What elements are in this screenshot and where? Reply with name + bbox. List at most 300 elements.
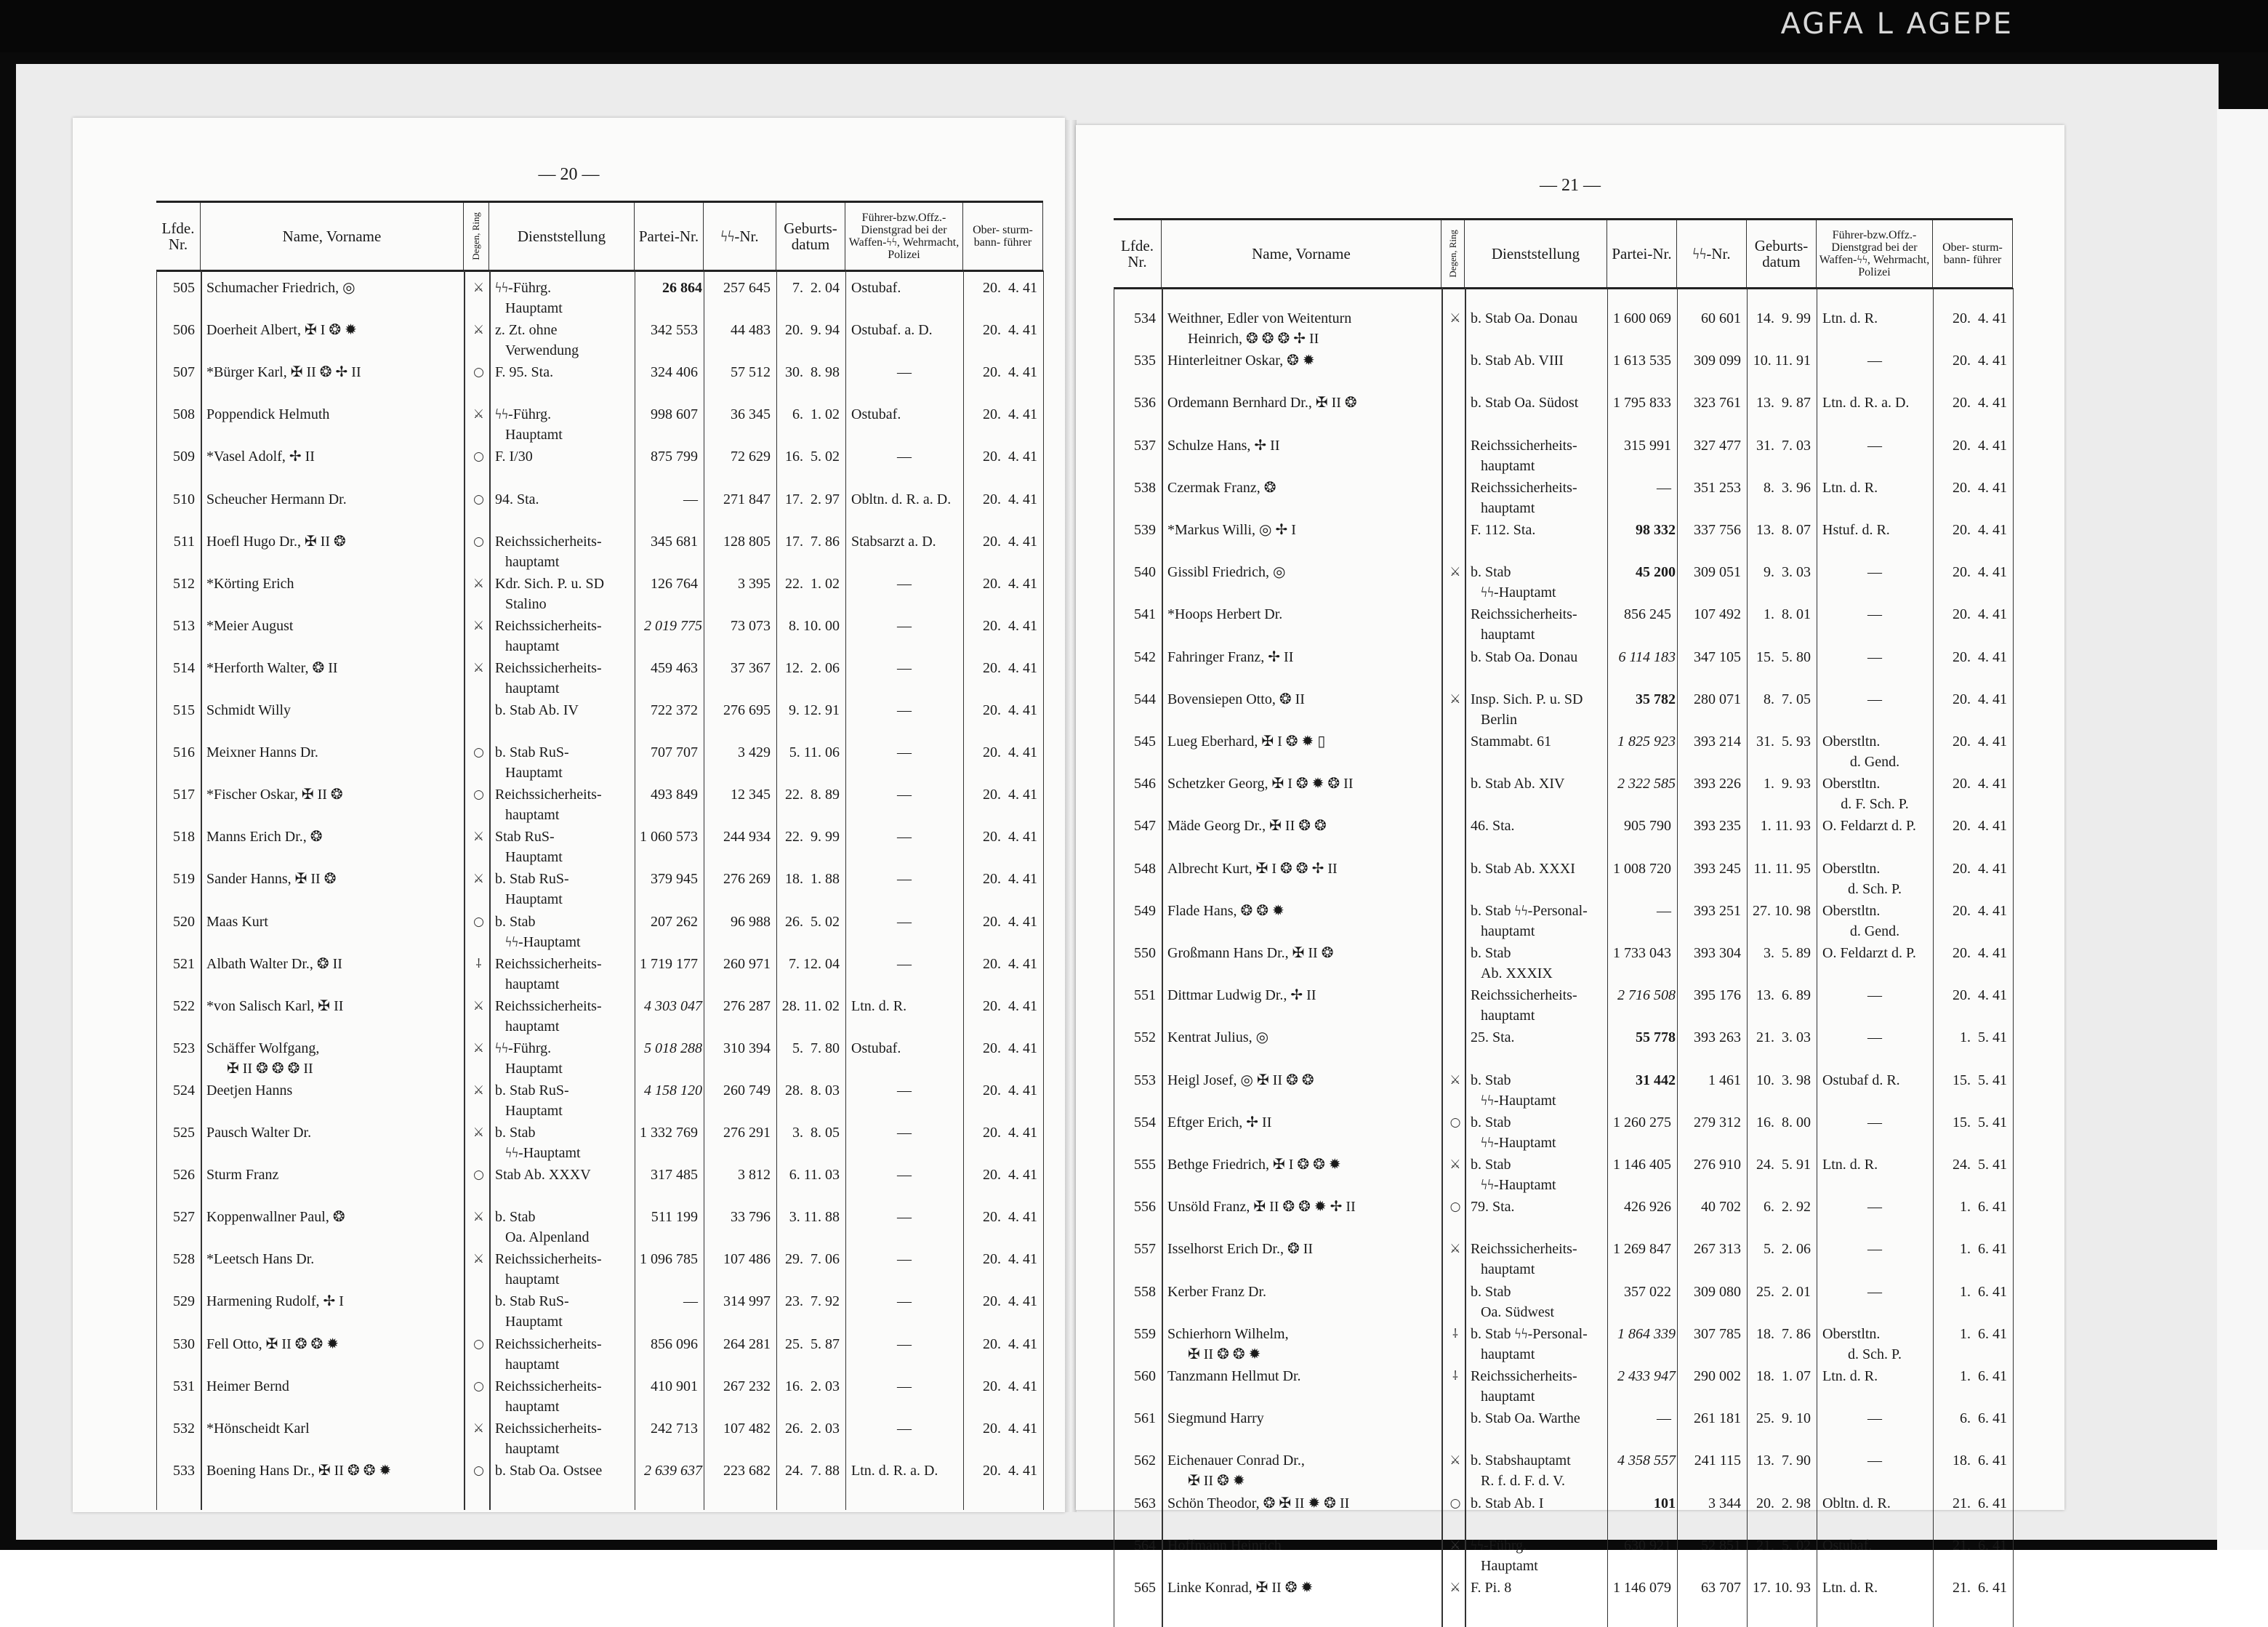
cell-geb: 20. 2. 98 bbox=[1756, 1495, 1811, 1511]
column-header-label: Führer-bzw.Offz.-Dienstgrad bei der Waffen-ϟϟ, Wehrmacht, Polizei bbox=[848, 212, 960, 261]
table-row bbox=[156, 1249, 1043, 1291]
column-header-ss bbox=[1677, 220, 1747, 287]
cell-nr: 561 bbox=[1134, 1410, 1156, 1427]
cell-geb: 25. 2. 01 bbox=[1756, 1283, 1811, 1300]
cell-partei: 2 716 508 bbox=[1617, 987, 1676, 1004]
cell-dienst: 25. Sta. bbox=[1471, 1029, 1515, 1046]
cell-nr: 547 bbox=[1134, 818, 1156, 835]
cell-ss: 264 281 bbox=[723, 1335, 771, 1352]
cell-geb: 13. 8. 07 bbox=[1756, 522, 1811, 538]
column-header-degen bbox=[464, 203, 489, 270]
cell-ober: 20. 4. 41 bbox=[983, 1082, 1037, 1098]
cell-dienst-line2: hauptamt bbox=[505, 638, 560, 654]
cell-degen: ○ bbox=[473, 491, 484, 507]
cell-degen: ○ bbox=[473, 1463, 484, 1478]
cell-partei: 1 146 405 bbox=[1613, 1157, 1671, 1173]
cell-degen: ○ bbox=[473, 365, 484, 380]
cell-ober: 20. 4. 41 bbox=[1953, 648, 2007, 665]
cell-geb: 1. 11. 93 bbox=[1760, 818, 1811, 835]
cell-dienst-line2: Ab. XXXIX bbox=[1481, 965, 1553, 981]
cell-fuehrer: Oberstltn. bbox=[1822, 1325, 1881, 1342]
cell-dienst: b. Stab Oa. Donau bbox=[1471, 648, 1578, 665]
cell-geb: 15. 5. 80 bbox=[1756, 648, 1811, 665]
cell-ss: 347 105 bbox=[1694, 648, 1741, 665]
cell-ober: 20. 4. 41 bbox=[983, 1167, 1037, 1184]
cell-geb: 27. 10. 98 bbox=[1753, 902, 1811, 919]
column-header-geb bbox=[776, 203, 845, 270]
table-row bbox=[156, 1291, 1043, 1333]
cell-degen: ⸸ bbox=[1452, 1369, 1458, 1383]
cell-nr: 516 bbox=[173, 744, 195, 761]
cell-name: Schetzker Georg, ✠ I ❂ ✹ ❂ II bbox=[1167, 776, 1354, 792]
cell-degen: ○ bbox=[473, 745, 484, 760]
cell-partei: 101 bbox=[1654, 1495, 1676, 1511]
cell-geb: 25. 5. 87 bbox=[785, 1335, 840, 1352]
cell-fuehrer: — bbox=[897, 1251, 912, 1268]
cell-dienst: b. Stab Ab. VIII bbox=[1471, 353, 1564, 369]
cell-fuehrer: — bbox=[897, 1378, 912, 1394]
cell-ober: 20. 4. 41 bbox=[983, 955, 1037, 972]
table-row bbox=[1114, 647, 2013, 689]
cell-degen: ⸸ bbox=[1452, 1326, 1458, 1341]
cell-dienst-line2: hauptamt bbox=[505, 680, 560, 696]
cell-geb: 17. 7. 86 bbox=[785, 533, 840, 550]
cell-geb: 1. 8. 01 bbox=[1764, 606, 1811, 623]
cell-dienst: Insp. Sich. P. u. SD bbox=[1471, 691, 1583, 707]
cell-dienst: Reichssicherheits- bbox=[1471, 1241, 1577, 1258]
cell-name: *Körting Erich bbox=[206, 575, 294, 592]
cell-geb: 3. 11. 88 bbox=[789, 1209, 840, 1226]
cell-ss: 393 304 bbox=[1694, 945, 1741, 961]
cell-name: Hoefl Hugo Dr., ✠ II ❂ bbox=[206, 533, 346, 550]
column-header-label: Degen, Ring bbox=[1447, 230, 1458, 278]
cell-ober: 20. 4. 41 bbox=[983, 1125, 1037, 1141]
cell-ober: 20. 4. 41 bbox=[983, 364, 1037, 381]
cell-degen: ⚔ bbox=[1449, 565, 1461, 580]
cell-nr: 519 bbox=[173, 871, 195, 888]
cell-fuehrer: — bbox=[1867, 1283, 1882, 1300]
cell-ss: 223 682 bbox=[723, 1462, 771, 1479]
cell-name: Poppendick Helmuth bbox=[206, 406, 330, 423]
cell-partei: 1 795 833 bbox=[1613, 395, 1671, 411]
cell-fuehrer: Hstuf. d. R. bbox=[1822, 522, 1890, 538]
film-top-bar bbox=[0, 0, 2268, 52]
cell-ss: 393 263 bbox=[1694, 1029, 1741, 1046]
cell-geb: 5. 11. 06 bbox=[789, 744, 840, 761]
cell-dienst: Reichssicherheits- bbox=[1471, 1368, 1577, 1384]
cell-dienst: Reichssicherheits- bbox=[495, 1251, 602, 1268]
cell-ober: 20. 4. 41 bbox=[983, 575, 1037, 592]
cell-ss: 96 988 bbox=[731, 913, 771, 930]
cell-geb: 24. 5. 91 bbox=[1756, 1157, 1811, 1173]
cell-ss: 107 482 bbox=[723, 1420, 771, 1437]
cell-name: Schumacher Friedrich, ◎ bbox=[206, 280, 355, 296]
cell-dienst: b. Stab RuS- bbox=[495, 744, 569, 761]
cell-degen: ⚔ bbox=[1449, 1157, 1461, 1172]
table-row bbox=[156, 574, 1043, 616]
cell-fuehrer: — bbox=[897, 1420, 912, 1437]
cell-ober: 20. 4. 41 bbox=[1953, 902, 2007, 919]
cell-ss: 393 214 bbox=[1694, 734, 1741, 750]
table-row bbox=[156, 1376, 1043, 1418]
cell-ss: 276 269 bbox=[723, 871, 771, 888]
table-row bbox=[156, 700, 1043, 742]
cell-geb: 12. 2. 06 bbox=[785, 659, 840, 676]
cell-nr: 534 bbox=[1134, 310, 1156, 326]
table-row bbox=[1114, 1366, 2013, 1408]
cell-nr: 550 bbox=[1134, 945, 1156, 961]
cell-degen: ⚔ bbox=[472, 407, 485, 422]
cell-degen: ⚔ bbox=[472, 281, 485, 295]
cell-ober: 20. 4. 41 bbox=[1953, 818, 2007, 835]
cell-dienst: b. Stab bbox=[1471, 564, 1511, 581]
column-header-partei bbox=[1607, 220, 1677, 287]
cell-partei: — bbox=[1657, 479, 1671, 496]
cell-ober: 18. 6. 41 bbox=[1953, 1453, 2007, 1469]
cell-dienst: b. Stab ϟϟ-Personal- bbox=[1471, 1325, 1588, 1342]
cell-geb: 16. 2. 03 bbox=[785, 1378, 840, 1394]
cell-ss: 44 483 bbox=[731, 322, 771, 339]
cell-nr: 529 bbox=[173, 1293, 195, 1310]
cell-fuehrer-line2: d. Sch. P. bbox=[1848, 1346, 1902, 1362]
cell-dienst: F. Pi. 8 bbox=[1471, 1580, 1512, 1596]
cell-dienst: F. I/30 bbox=[495, 449, 533, 465]
table-row bbox=[1114, 1578, 2013, 1620]
cell-geb: 5. 2. 06 bbox=[1764, 1241, 1811, 1258]
column-header-dienst bbox=[1465, 220, 1607, 287]
cell-fuehrer: — bbox=[897, 617, 912, 634]
table-row bbox=[1114, 393, 2013, 435]
column-header-label: Lfde. Nr. bbox=[1121, 237, 1154, 270]
cell-ss: 351 253 bbox=[1694, 479, 1741, 496]
cell-nr: 548 bbox=[1134, 860, 1156, 877]
cell-name: Gissibl Friedrich, ◎ bbox=[1167, 564, 1286, 581]
table-row bbox=[156, 1418, 1043, 1461]
cell-fuehrer: — bbox=[1867, 606, 1882, 623]
cell-dienst-line2: Hauptamt bbox=[505, 765, 563, 782]
cell-fuehrer: — bbox=[897, 1082, 912, 1098]
table-row bbox=[1114, 731, 2013, 774]
cell-name: Pausch Walter Dr. bbox=[206, 1125, 312, 1141]
table-row bbox=[156, 1165, 1043, 1207]
cell-dienst: Reichssicherheits- bbox=[1471, 987, 1577, 1004]
cell-ober: 20. 4. 41 bbox=[983, 449, 1037, 465]
cell-dienst: b. Stab RuS- bbox=[495, 1082, 569, 1098]
cell-ober: 15. 5. 41 bbox=[1953, 1114, 2007, 1130]
cell-name-line2: ✠ II ❂ ✹ bbox=[1188, 1473, 1245, 1490]
cell-geb: 28. 11. 02 bbox=[781, 997, 840, 1014]
column-header-label: Geburts- datum bbox=[784, 220, 837, 253]
cell-fuehrer-line2: d. Gend. bbox=[1849, 754, 1900, 770]
table-row bbox=[1114, 1197, 2013, 1239]
cell-ss: 3 395 bbox=[738, 575, 771, 592]
cell-ober: 1. 5. 41 bbox=[1960, 1029, 2007, 1046]
cell-geb: 6. 1. 02 bbox=[792, 406, 840, 423]
cell-dienst: b. Stab bbox=[495, 1209, 536, 1226]
cell-nr: 522 bbox=[173, 997, 195, 1014]
cell-name: Deetjen Hanns bbox=[206, 1082, 293, 1098]
cell-nr: 506 bbox=[173, 322, 195, 339]
cell-fuehrer-line2: d. F. Sch. P. bbox=[1841, 796, 1909, 813]
cell-ober: 20. 4. 41 bbox=[1953, 564, 2007, 581]
column-rule bbox=[1043, 270, 1044, 1510]
cell-name: *Meier August bbox=[206, 617, 294, 634]
cell-ss: 257 645 bbox=[723, 280, 771, 296]
cell-name: Schön Theodor, ❂ ✠ II ✹ ❂ II bbox=[1167, 1495, 1350, 1511]
cell-ss: 260 749 bbox=[723, 1082, 771, 1098]
cell-ober: 20. 4. 41 bbox=[983, 1378, 1037, 1394]
cell-geb: 6. 11. 03 bbox=[789, 1167, 840, 1184]
cell-ss: 33 796 bbox=[731, 1209, 771, 1226]
cell-fuehrer: Obltn. d. R. bbox=[1822, 1495, 1891, 1511]
cell-nr: 528 bbox=[173, 1251, 195, 1268]
cell-dienst-line2: hauptamt bbox=[505, 807, 560, 824]
table-row bbox=[1114, 1450, 2013, 1493]
cell-dienst-line2: ϟϟ-Hauptamt bbox=[1481, 1092, 1556, 1109]
cell-ober: 20. 4. 41 bbox=[1953, 987, 2007, 1004]
cell-nr: 508 bbox=[173, 406, 195, 423]
cell-fuehrer: — bbox=[1867, 437, 1882, 454]
cell-ss: 260 971 bbox=[723, 955, 771, 972]
cell-ss: 393 226 bbox=[1694, 776, 1741, 792]
cell-fuehrer: — bbox=[897, 575, 912, 592]
cell-nr: 513 bbox=[173, 617, 195, 634]
cell-fuehrer: — bbox=[897, 829, 912, 845]
table-row bbox=[156, 784, 1043, 827]
cell-geb: 3. 5. 89 bbox=[1764, 945, 1811, 961]
cell-geb: 14. 9. 99 bbox=[1756, 310, 1811, 326]
cell-dienst: z. Zt. ohne bbox=[495, 322, 558, 339]
cell-ss: 72 629 bbox=[731, 449, 771, 465]
table-row bbox=[156, 912, 1043, 954]
column-header-label: Partei-Nr. bbox=[638, 228, 699, 245]
cell-nr: 507 bbox=[173, 364, 195, 381]
cell-dienst: Reichssicherheits- bbox=[495, 1378, 602, 1394]
cell-fuehrer: Ostubaf. bbox=[1822, 1537, 1873, 1554]
cell-fuehrer: Oberstltn. bbox=[1822, 902, 1881, 919]
cell-fuehrer: — bbox=[897, 1167, 912, 1184]
cell-dienst: b. Stab bbox=[1471, 1157, 1511, 1173]
cell-geb: 3. 8. 05 bbox=[792, 1125, 840, 1141]
cell-nr: 525 bbox=[173, 1125, 195, 1141]
cell-fuehrer: Ltn. d. R. bbox=[1822, 1368, 1878, 1384]
cell-partei: 875 799 bbox=[651, 449, 698, 465]
cell-geb: 16. 8. 00 bbox=[1756, 1114, 1811, 1130]
cell-name-line2: ✠ II ❂ ❂ ✹ bbox=[1188, 1346, 1261, 1362]
cell-ober: 20. 4. 41 bbox=[1953, 522, 2007, 538]
cell-geb: 26. 5. 02 bbox=[785, 913, 840, 930]
cell-name: Weithner, Edler von Weitenturn bbox=[1167, 310, 1352, 326]
cell-name: Kerber Franz Dr. bbox=[1167, 1283, 1267, 1300]
cell-ss: 290 002 bbox=[1694, 1368, 1741, 1384]
cell-ss: 128 805 bbox=[723, 533, 771, 550]
table-row bbox=[156, 869, 1043, 911]
cell-fuehrer: Ltn. d. R. a. D. bbox=[851, 1462, 938, 1479]
cell-nr: 560 bbox=[1134, 1368, 1156, 1384]
cell-dienst-line2: ϟϟ-Hauptamt bbox=[505, 1145, 581, 1161]
cell-ober: 20. 4. 41 bbox=[983, 659, 1037, 676]
cell-fuehrer: — bbox=[897, 913, 912, 930]
cell-geb: 29. 7. 06 bbox=[785, 1251, 840, 1268]
cell-partei: 31 442 bbox=[1636, 1072, 1676, 1088]
cell-dienst-line2: Oa. Südwest bbox=[1481, 1303, 1555, 1320]
cell-geb: 20. 9. 94 bbox=[785, 322, 840, 339]
cell-fuehrer: Ostubaf. bbox=[851, 406, 901, 423]
cell-dienst: Reichssicherheits- bbox=[495, 1420, 602, 1437]
table-row bbox=[156, 278, 1043, 320]
page-number: — 20 — bbox=[538, 165, 600, 184]
cell-ss: 1 461 bbox=[1708, 1072, 1741, 1088]
table-row bbox=[1114, 1239, 2013, 1281]
cell-partei: 1 008 720 bbox=[1613, 860, 1671, 877]
cell-name: Scheucher Hermann Dr. bbox=[206, 491, 347, 507]
cell-geb: 7. 12. 04 bbox=[789, 955, 840, 972]
cell-partei: 856 245 bbox=[1624, 606, 1671, 623]
cell-degen: ○ bbox=[473, 1168, 484, 1183]
cell-degen: ⚔ bbox=[1449, 1538, 1461, 1553]
cell-nr: 520 bbox=[173, 913, 195, 930]
cell-partei: 379 945 bbox=[651, 871, 698, 888]
cell-partei: 207 262 bbox=[651, 913, 698, 930]
cell-name: Kentrat Julius, ◎ bbox=[1167, 1029, 1269, 1046]
table-row bbox=[1114, 604, 2013, 646]
cell-ober: 20. 4. 41 bbox=[983, 1293, 1037, 1310]
cell-partei: 55 778 bbox=[1636, 1029, 1676, 1046]
cell-ober: 20. 4. 41 bbox=[983, 702, 1037, 718]
cell-name: Schulze Hans, ✢ II bbox=[1167, 437, 1280, 454]
cell-dienst-line2: hauptamt bbox=[1481, 499, 1535, 516]
cell-degen: ⚔ bbox=[472, 660, 485, 675]
cell-fuehrer: — bbox=[1867, 1114, 1882, 1130]
cell-nr: 535 bbox=[1134, 353, 1156, 369]
cell-ss: 276 291 bbox=[723, 1125, 771, 1141]
cell-ss: 73 073 bbox=[731, 617, 771, 634]
cell-ss: 395 176 bbox=[1694, 987, 1741, 1004]
cell-dienst: Reichssicherheits- bbox=[495, 1335, 602, 1352]
cell-name-line2: ✠ II ❂ ❂ ❂ II bbox=[227, 1060, 313, 1077]
cell-ober: 1. 6. 41 bbox=[1960, 1368, 2007, 1384]
film-edge bbox=[2217, 109, 2268, 1550]
cell-nr: 521 bbox=[173, 955, 195, 972]
table-row bbox=[1114, 478, 2013, 520]
cell-ss: 52 851 bbox=[1701, 1537, 1741, 1554]
cell-name: Sander Hanns, ✠ II ❂ bbox=[206, 871, 337, 888]
cell-fuehrer: — bbox=[897, 955, 912, 972]
cell-dienst-line2: hauptamt bbox=[505, 1356, 560, 1373]
cell-geb: 31. 7. 03 bbox=[1756, 437, 1811, 454]
cell-dienst: b. Stab Oa. Donau bbox=[1471, 310, 1578, 326]
cell-dienst: F. 95. Sta. bbox=[495, 364, 554, 381]
cell-ss: 63 707 bbox=[1701, 1580, 1741, 1596]
cell-degen: ⚔ bbox=[1449, 1242, 1461, 1257]
cell-geb: 7. 2. 04 bbox=[792, 280, 840, 296]
column-header-nr bbox=[1114, 220, 1162, 287]
cell-fuehrer: — bbox=[1867, 987, 1882, 1004]
cell-fuehrer: Ostubaf d. R. bbox=[1822, 1072, 1900, 1088]
cell-fuehrer: — bbox=[897, 1209, 912, 1226]
cell-degen: ⚔ bbox=[1449, 691, 1461, 707]
cell-name: Harmening Rudolf, ✢ I bbox=[206, 1293, 344, 1310]
column-header-ss bbox=[704, 203, 776, 270]
cell-fuehrer: Ltn. d. R. a. D. bbox=[1822, 395, 1910, 411]
cell-ober: 1. 6. 41 bbox=[1960, 1241, 2007, 1258]
table-row bbox=[156, 1334, 1043, 1376]
table-row bbox=[1114, 350, 2013, 393]
cell-geb: 22. 1. 02 bbox=[785, 575, 840, 592]
cell-ober: 20. 4. 41 bbox=[1953, 734, 2007, 750]
cell-partei: 856 096 bbox=[651, 1335, 698, 1352]
cell-name: Schmidt Willy bbox=[206, 702, 291, 718]
cell-name: Flade Hans, ❂ ❂ ✹ bbox=[1167, 902, 1284, 919]
cell-dienst: Reichssicherheits- bbox=[495, 617, 602, 634]
cell-ober: 20. 4. 41 bbox=[983, 1251, 1037, 1268]
cell-ober: 20. 4. 41 bbox=[1953, 945, 2007, 961]
cell-geb: 9. 12. 91 bbox=[789, 702, 840, 718]
cell-name: Heimer Bernd bbox=[206, 1378, 289, 1394]
cell-degen: ⚔ bbox=[472, 1252, 485, 1267]
cell-nr: 554 bbox=[1134, 1114, 1156, 1130]
cell-geb: 24. 7. 88 bbox=[785, 1462, 840, 1479]
cell-partei: 1 146 079 bbox=[1613, 1580, 1671, 1596]
cell-dienst-line2: Stalino bbox=[505, 595, 547, 612]
column-header-geb bbox=[1747, 220, 1817, 287]
cell-name: Hoffmann Heinrich bbox=[1167, 1537, 1282, 1554]
column-header-label: Ober- sturm- bann- führer bbox=[1942, 241, 2003, 266]
cell-geb: 26. 2. 03 bbox=[785, 1420, 840, 1437]
cell-dienst: b. Stab bbox=[1471, 1114, 1511, 1130]
column-header-label: Name, Vorname bbox=[282, 228, 382, 245]
cell-partei: 1 269 847 bbox=[1613, 1241, 1671, 1258]
cell-partei: 1 332 769 bbox=[640, 1125, 698, 1141]
cell-ss: 37 367 bbox=[731, 659, 771, 676]
cell-name: Ordemann Bernhard Dr., ✠ II ❂ bbox=[1167, 395, 1357, 411]
cell-dienst-line2: hauptamt bbox=[1481, 1346, 1535, 1362]
cell-ss: 107 492 bbox=[1694, 606, 1741, 623]
cell-name: Sturm Franz bbox=[206, 1167, 279, 1184]
cell-degen: ○ bbox=[473, 449, 484, 465]
cell-nr: 563 bbox=[1134, 1495, 1156, 1511]
cell-nr: 537 bbox=[1134, 437, 1156, 454]
column-header-label: Ober- sturm- bann- führer bbox=[973, 224, 1033, 249]
cell-geb: 9. 3. 03 bbox=[1764, 564, 1811, 581]
cell-ober: 1. 6. 41 bbox=[1960, 1325, 2007, 1342]
cell-geb: 30. 8. 98 bbox=[785, 364, 840, 381]
cell-name: Eichenauer Conrad Dr., bbox=[1167, 1453, 1305, 1469]
table-row bbox=[1114, 435, 2013, 478]
cell-name: *Hoops Herbert Dr. bbox=[1167, 606, 1283, 623]
cell-degen: ⚔ bbox=[472, 576, 485, 591]
cell-fuehrer-line2: d. Sch. P. bbox=[1848, 880, 1902, 897]
cell-geb: 22. 8. 89 bbox=[785, 787, 840, 803]
cell-ss: 309 051 bbox=[1694, 564, 1741, 581]
cell-dienst-line2: hauptamt bbox=[505, 1440, 560, 1457]
cell-name: Hinterleitner Oskar, ❂ ✹ bbox=[1167, 353, 1315, 369]
cell-nr: 544 bbox=[1134, 691, 1156, 707]
column-header-fuehrer bbox=[1817, 220, 1933, 287]
cell-nr: 564 bbox=[1134, 1537, 1156, 1554]
cell-ober: 6. 6. 41 bbox=[1960, 1410, 2007, 1427]
cell-geb: 17. 10. 93 bbox=[1753, 1580, 1811, 1596]
cell-geb: 6. 2. 92 bbox=[1764, 1199, 1811, 1216]
cell-ober: 20. 4. 41 bbox=[983, 1209, 1037, 1226]
cell-nr: 539 bbox=[1134, 522, 1156, 538]
cell-nr: 549 bbox=[1134, 902, 1156, 919]
cell-name: *Bürger Karl, ✠ II ❂ ✢ II bbox=[206, 364, 361, 381]
cell-ss: 309 080 bbox=[1694, 1283, 1741, 1300]
cell-fuehrer: — bbox=[897, 364, 912, 381]
cell-fuehrer-line2: d. Gend. bbox=[1849, 923, 1900, 939]
cell-degen: ⚔ bbox=[472, 1082, 485, 1098]
